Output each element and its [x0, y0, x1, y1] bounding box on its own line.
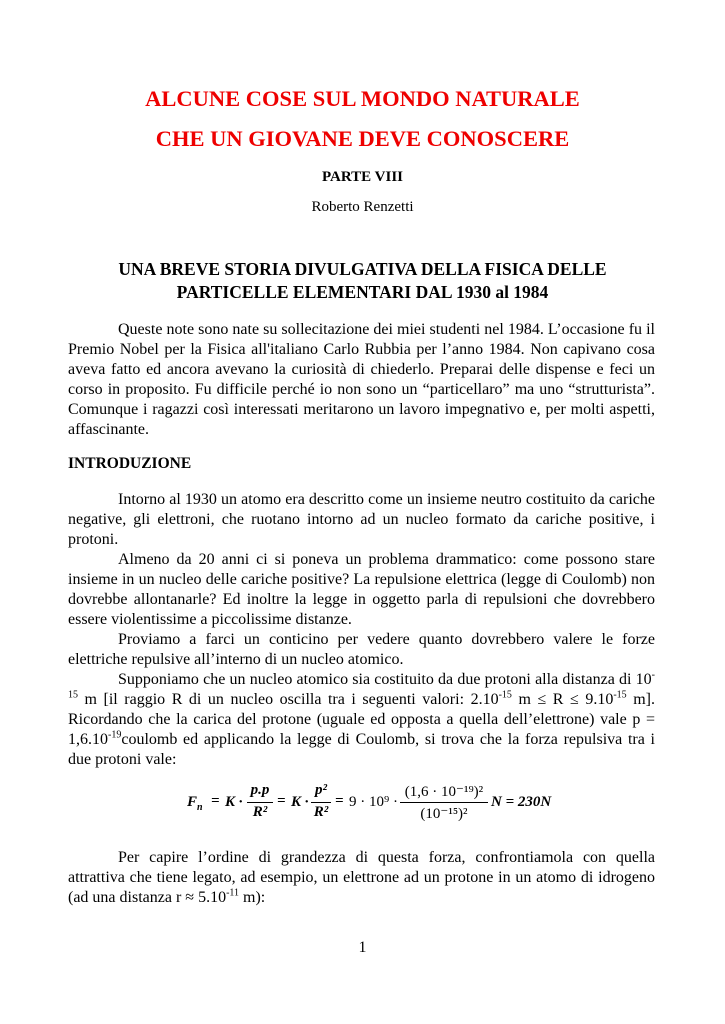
author-name: Roberto Renzetti [311, 199, 414, 215]
formula-k-1: K · [225, 794, 243, 810]
coulomb-formula [187, 780, 552, 828]
p4-text-e: coulomb ed applicando la legge di Coulomb, si trova che la forza repulsiva tra i due protoni vale: [68, 731, 655, 768]
formula-eq-3: = [335, 793, 344, 809]
formula-frac2-bar [311, 802, 331, 803]
p4-text-d: m]. Ricordando che la carica del protone (uguale ed opposta a quella dell’elettrone) vale p = 1,6.10 [68, 691, 655, 748]
formula-result: N = 230N [491, 794, 552, 810]
p5-text-a: Per capire l’ordine di grandezza di questa forza, confrontiamola con quella attrattiva che tiene legato, ad esempio, un elettrone ad un protone in un atomo di idrogeno (ad una distanza r ≈ 5.10 [68, 849, 655, 906]
formula-frac3-bar [400, 802, 488, 803]
subtitle-line-2: PARTICELLE ELEMENTARI DAL 1930 al 1984 [176, 282, 549, 302]
part-label: PARTE VIII [321, 169, 404, 185]
formula-frac2-den: R² [313, 804, 329, 820]
p4-text-c: m ≤ R ≤ 9.10 [511, 691, 614, 708]
paragraph-5 [68, 848, 655, 908]
formula-eq-1: = [211, 793, 220, 809]
section-heading: INTRODUZIONE [68, 455, 192, 472]
p5-text-b: m): [239, 889, 266, 906]
paragraph-3: Proviamo a farci un conticino per vedere quanto dovrebbero valere le forze elettriche repulsive all’interno di un nucleo atomico. [68, 631, 655, 668]
p4-text-a: Supponiamo che un nucleo atomico sia costituito da due protoni alla distanza di 10 [118, 671, 652, 688]
formula-frac2-num: p² [315, 782, 327, 798]
document-title-line-1: ALCUNE COSE SUL MONDO NATURALE [145, 86, 580, 111]
document-title-line-2: CHE UN GIOVANE DEVE CONOSCERE [155, 126, 570, 151]
p4-exp-b: -15 [498, 689, 512, 701]
formula-frac1-bar [247, 802, 273, 803]
intro-paragraph: Queste note sono nate su sollecitazione dei miei studenti nel 1984. L’occasione fu il Premio Nobel per la Fisica all'italiano Carlo Rubbia per l’anno 1984. Non capivano cosa aveva fatto ed ancora avevano la curiosità di chiederlo. Preparai delle dispense e feci un corso in proposito. Fu difficile perché io non sono un “particellaro” ma uno “strutturista”. Comunque i ragazzi così interessati meritarono un lavoro impegnativo e, per molti aspetti, affascinante. [68, 321, 655, 438]
formula-frac3-den: (10⁻¹⁵)² [420, 806, 468, 822]
formula-frac1-den: R² [252, 804, 268, 820]
p4-exp-d: -19 [108, 729, 122, 741]
formula-coefficient: 9 · 10⁹ · [349, 794, 398, 810]
subtitle-line-1: UNA BREVE STORIA DIVULGATIVA DELLA FISICA DELLE [118, 259, 607, 279]
formula-frac1-num: p.p [250, 782, 270, 798]
paragraph-2: Almeno da 20 anni ci si poneva un problema drammatico: come possono stare insieme in un nucleo delle cariche positive? La repulsione elettrica (legge di Coulomb) non dovrebbe allontanarle? Ed inoltre la legge in oggetto parla di repulsioni che dovrebbero essere violentissime a piccolissime distanze. [68, 551, 655, 628]
paragraph-4 [68, 670, 655, 770]
formula-frac3-num: (1,6 · 10⁻¹⁹)² [404, 784, 484, 800]
p5-exp-a: -11 [226, 887, 240, 899]
p4-exp-c: -15 [613, 689, 627, 701]
formula-lhs: $F_n$ [187, 794, 203, 813]
formula-eq-2: = [277, 793, 286, 809]
p4-exp-a: -15 [68, 669, 655, 701]
paragraph-1: Intorno al 1930 un atomo era descritto come un insieme neutro costituito da cariche negative, gli elettroni, che ruotano intorno ad un nucleo formato da cariche positive, i protoni. [68, 491, 655, 548]
formula-k-2: K · [291, 794, 309, 810]
p4-text-b: m [il raggio R di un nucleo oscilla tra i seguenti valori: 2.10 [78, 691, 499, 708]
page-number: 1 [358, 939, 367, 956]
